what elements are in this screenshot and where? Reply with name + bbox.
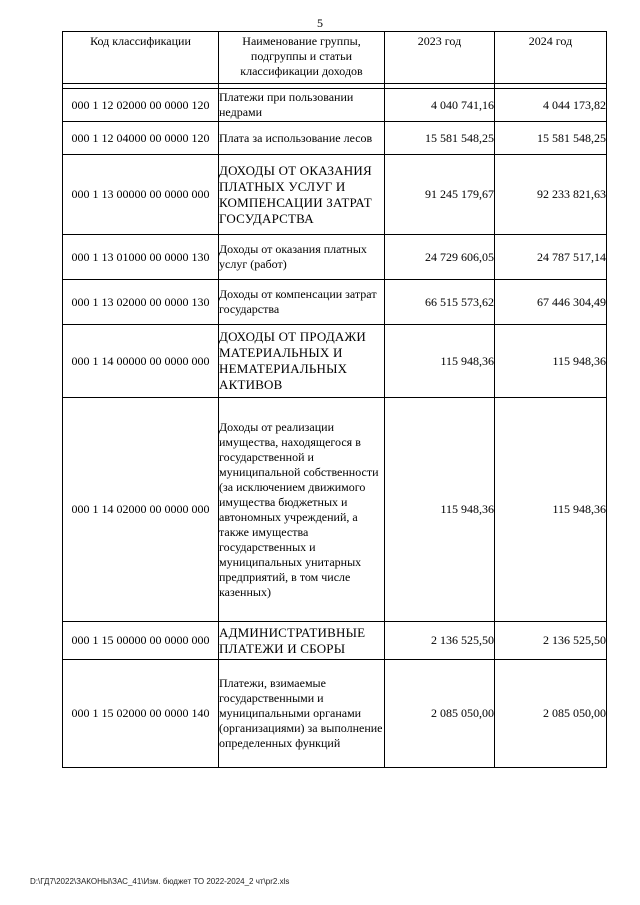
code-cell: 000 1 13 01000 00 0000 130: [63, 235, 219, 280]
amount-2023-cell: 24 729 606,05: [385, 235, 495, 280]
file-path-footer: D:\ГД7\2022\ЗАКОНЫ\ЗАС_41\Изм. бюджет ТО 2022-2024_2 чт\pr2.xls: [30, 877, 290, 886]
name-cell: ДОХОДЫ ОТ ПРОДАЖИ МАТЕРИАЛЬНЫХ И НЕМАТЕРИАЛЬНЫХ АКТИВОВ: [219, 325, 385, 398]
amount-2023-cell: 15 581 548,25: [385, 122, 495, 155]
table-body: [63, 84, 607, 768]
name-cell: Плата за использование лесов: [219, 122, 385, 155]
code-cell: 000 1 13 02000 00 0000 130: [63, 280, 219, 325]
code-cell: 000 1 15 00000 00 0000 000: [63, 622, 219, 660]
table-row: [63, 235, 607, 280]
code-cell: 000 1 15 02000 00 0000 140: [63, 660, 219, 768]
name-cell: Доходы от оказания платных услуг (работ): [219, 235, 385, 280]
amount-2024-cell: 2 136 525,50: [495, 622, 607, 660]
amount-2024-cell: 92 233 821,63: [495, 155, 607, 235]
amount-2024-cell: 4 044 173,82: [495, 89, 607, 122]
name-cell: Доходы от реализации имущества, находящегося в государственной и муниципальной собственности (за исключением движимого имущества бюджетных и автономных учреждений, а также имущества государственных и муниципальных унитарных предприятий, в том числе казенных): [219, 398, 385, 622]
table-row: [63, 622, 607, 660]
header-year-2023: 2023 год: [385, 32, 495, 84]
table-row: [63, 89, 607, 122]
name-cell: Доходы от компенсации затрат государства: [219, 280, 385, 325]
table-row: [63, 398, 607, 622]
code-cell: 000 1 14 02000 00 0000 000: [63, 398, 219, 622]
name-cell: Платежи, взимаемые государственными и муниципальными органами (организациями) за выполнение определенных функций: [219, 660, 385, 768]
table-row: [63, 325, 607, 398]
amount-2023-cell: 2 136 525,50: [385, 622, 495, 660]
code-cell: 000 1 14 00000 00 0000 000: [63, 325, 219, 398]
amount-2024-cell: 115 948,36: [495, 325, 607, 398]
table-row: [63, 660, 607, 768]
name-cell: ДОХОДЫ ОТ ОКАЗАНИЯ ПЛАТНЫХ УСЛУГ И КОМПЕНСАЦИИ ЗАТРАТ ГОСУДАРСТВА: [219, 155, 385, 235]
amount-2024-cell: 2 085 050,00: [495, 660, 607, 768]
code-cell: 000 1 13 00000 00 0000 000: [63, 155, 219, 235]
amount-2023-cell: 66 515 573,62: [385, 280, 495, 325]
amount-2023-cell: 4 040 741,16: [385, 89, 495, 122]
header-name: Наименование группы, подгруппы и статьи классификации доходов: [219, 32, 385, 84]
amount-2024-cell: 15 581 548,25: [495, 122, 607, 155]
amount-2024-cell: 67 446 304,49: [495, 280, 607, 325]
amount-2023-cell: 115 948,36: [385, 325, 495, 398]
table-row: [63, 122, 607, 155]
amount-2023-cell: 91 245 179,67: [385, 155, 495, 235]
table-row: [63, 280, 607, 325]
code-cell: 000 1 12 04000 00 0000 120: [63, 122, 219, 155]
code-cell: 000 1 12 02000 00 0000 120: [63, 89, 219, 122]
amount-2023-cell: 115 948,36: [385, 398, 495, 622]
amount-2023-cell: 2 085 050,00: [385, 660, 495, 768]
table-row: [63, 155, 607, 235]
table-header-row: [63, 32, 607, 84]
name-cell: АДМИНИСТРАТИВНЫЕ ПЛАТЕЖИ И СБОРЫ: [219, 622, 385, 660]
header-code: Код классификации: [63, 32, 219, 84]
income-table: [62, 31, 607, 768]
page-number: 5: [317, 16, 323, 30]
name-cell: Платежи при пользовании недрами: [219, 89, 385, 122]
header-year-2024: 2024 год: [495, 32, 607, 84]
amount-2024-cell: 24 787 517,14: [495, 235, 607, 280]
amount-2024-cell: 115 948,36: [495, 398, 607, 622]
